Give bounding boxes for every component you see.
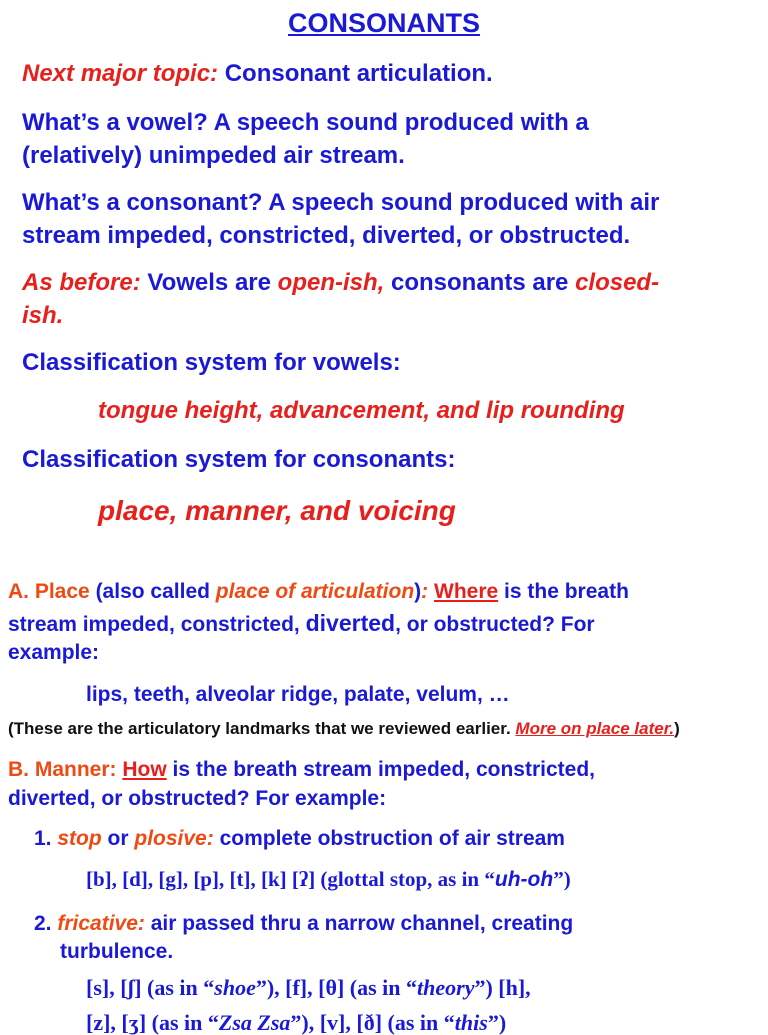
place-text-2b: , or obstructed? For <box>395 613 595 636</box>
vowel-definition-line-1: What’s a vowel? A speech sound produced with a <box>22 109 589 136</box>
page-title: CONSONANTS <box>287 8 480 38</box>
consonant-classification-features: place, manner, and voicing <box>98 495 456 526</box>
uh-oh-word: uh-oh <box>494 868 554 891</box>
diverted-term: diverted <box>305 610 396 636</box>
place-line-1 <box>8 581 629 602</box>
fricative-examples-1a: [s], [ʃ] (as in “ <box>86 975 215 1000</box>
this-word: this <box>454 1010 488 1035</box>
stop-examples <box>86 869 571 890</box>
manner-text-1: is the breath stream impeded, constricted, <box>172 758 595 781</box>
as-before-text-2: consonants are <box>391 269 569 296</box>
stop-number: 1. <box>34 827 52 850</box>
place-paren-open: (also called <box>95 580 210 603</box>
manner-label: B. Manner: <box>8 758 117 781</box>
as-before-line-1 <box>22 271 659 295</box>
next-topic-label: Next major topic: <box>22 60 219 87</box>
fricative-description-2: turbulence. <box>60 940 174 963</box>
zsa-zsa-word: Zsa Zsa <box>218 1010 291 1035</box>
place-line-3: example: <box>8 641 100 664</box>
open-ish-term: open-ish, <box>277 269 385 296</box>
place-colon: : <box>421 580 429 603</box>
place-note-text: (These are the articulatory landmarks that we reviewed earlier. <box>8 719 511 738</box>
fricative-item <box>34 913 573 934</box>
next-topic-line <box>22 62 493 86</box>
as-before-label: As before: <box>22 269 141 296</box>
place-paren-close: ) <box>414 580 422 603</box>
closed-ish-term-2: ish. <box>22 302 64 329</box>
vowel-definition-line-2: (relatively) unimpeded air stream. <box>22 142 405 169</box>
place-of-articulation-term: place of articulation <box>215 580 415 603</box>
place-examples: lips, teeth, alveolar ridge, palate, velum, … <box>86 683 510 706</box>
as-before-text-1: Vowels are <box>147 269 271 296</box>
fricative-number: 2. <box>34 912 52 935</box>
fricative-examples-2b: ”), [v], [ð] (as in “ <box>290 1010 455 1035</box>
stop-examples-text: [b], [d], [g], [p], [t], [k] [ʔ] (glottal stop, as in “ <box>86 867 495 891</box>
vowel-classification-heading: Classification system for vowels: <box>22 349 401 376</box>
or-text: or <box>107 827 129 850</box>
consonant-definition-line-1: What’s a consonant? A speech sound produced with air <box>22 189 660 216</box>
manner-line-2: diverted, or obstructed? For example: <box>8 787 387 810</box>
place-text-1: is the breath <box>504 580 629 603</box>
shoe-word: shoe <box>214 975 256 1000</box>
plosive-term: plosive: <box>134 827 214 850</box>
fricative-examples-2a: [z], [ʒ] (as in “ <box>86 1010 219 1035</box>
fricative-examples-1b: ”), [f], [θ] (as in “ <box>255 975 418 1000</box>
stop-term: stop <box>57 827 102 850</box>
fricative-examples-1 <box>86 977 531 999</box>
fricative-examples-2 <box>86 1012 506 1034</box>
place-text-2a: stream impeded, constricted, <box>8 613 300 636</box>
vowel-classification-features: tongue height, advancement, and lip rounding <box>98 397 625 424</box>
consonant-classification-heading: Classification system for consonants: <box>22 446 456 473</box>
stop-description: complete obstruction of air stream <box>219 827 565 850</box>
how-term: How <box>122 758 167 781</box>
manner-line-1 <box>8 759 595 780</box>
place-note-end: ) <box>674 719 680 738</box>
more-on-place-link[interactable]: More on place later. <box>515 719 675 738</box>
fricative-term: fricative: <box>57 912 145 935</box>
stop-item <box>34 828 565 849</box>
where-term: Where <box>434 580 499 603</box>
stop-examples-end: ”) <box>553 867 571 891</box>
fricative-examples-1c: ”) [h], <box>474 975 531 1000</box>
theory-word: theory <box>417 975 475 1000</box>
consonant-definition-line-2: stream impeded, constricted, diverted, or obstructed. <box>22 222 631 249</box>
place-label: A. Place <box>8 580 90 603</box>
next-topic-text: Consonant articulation. <box>224 60 493 87</box>
place-line-2 <box>8 612 595 635</box>
place-note <box>8 720 680 737</box>
fricative-description-1: air passed thru a narrow channel, creating <box>150 912 574 935</box>
fricative-examples-2c: ”) <box>487 1010 507 1035</box>
closed-ish-term-1: closed- <box>575 269 660 296</box>
